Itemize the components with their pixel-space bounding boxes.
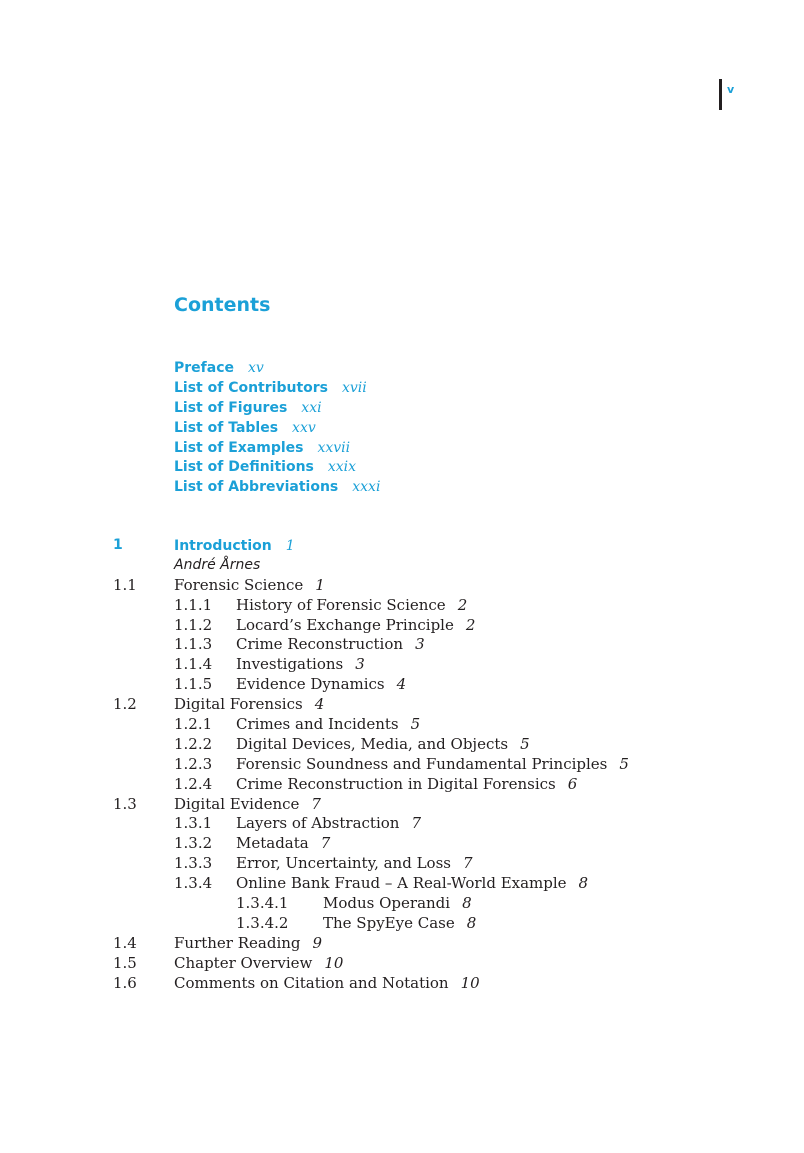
toc-entry-number: 1.5: [113, 953, 137, 972]
toc-entry-title: Chapter Overview: [174, 953, 313, 972]
toc-entry[interactable]: [0, 954, 804, 974]
toc-entry[interactable]: [0, 874, 804, 894]
toc-entry-title: Forensic Soundness and Fundamental Principles: [236, 754, 608, 773]
front-matter-label: Preface: [174, 360, 234, 376]
front-matter-page: xxi: [301, 399, 322, 416]
toc-entry[interactable]: [0, 596, 804, 616]
toc-entry-page: 7: [320, 834, 331, 853]
toc-entry-page: 3: [355, 655, 365, 674]
front-matter-list: [174, 357, 380, 496]
front-matter-label: List of Definitions: [174, 459, 314, 476]
toc-entry-title: Further Reading: [174, 933, 301, 952]
front-matter-page: xxix: [327, 459, 357, 476]
toc-entry-page: 7: [311, 794, 321, 813]
toc-entry-title: Metadata: [236, 834, 309, 853]
toc-entry-page: 1: [315, 575, 325, 594]
toc-entry-page: 2: [457, 595, 468, 614]
toc-entry-number: 1.3.4.2: [236, 913, 289, 932]
toc-entry-number: 1.3.4: [174, 874, 213, 893]
toc-entry[interactable]: [0, 914, 804, 934]
front-matter-item[interactable]: [174, 456, 380, 476]
toc-entry-page: 2: [465, 615, 476, 634]
chapter-author: André Årnes: [174, 556, 261, 573]
toc-entry-number: 1.2.2: [174, 734, 213, 753]
front-matter-item[interactable]: [174, 397, 380, 417]
front-matter-label: List of Figures: [174, 399, 288, 416]
toc-entry[interactable]: [0, 715, 804, 735]
toc-entry-title: Digital Devices, Media, and Objects: [236, 734, 509, 753]
toc-entry-number: 1.4: [113, 933, 137, 952]
toc-entry-number: 1.3.3: [174, 854, 213, 873]
toc-entry-title: Layers of Abstraction: [236, 814, 400, 833]
toc-entry-page: 4: [314, 695, 325, 714]
front-matter-page: xv: [248, 360, 264, 376]
front-matter-page: xxvii: [317, 439, 351, 456]
toc-entry-page: 10: [460, 973, 480, 992]
toc-entry-page: 8: [466, 913, 477, 932]
front-matter-label: List of Abbreviations: [174, 479, 339, 496]
toc-entry-page: 6: [567, 774, 578, 793]
contents-heading: Contents: [174, 294, 271, 316]
toc-entry-title: Modus Operandi: [323, 894, 451, 913]
toc-entry-number: 1.3: [113, 794, 137, 813]
toc-entry-page: 8: [462, 894, 472, 913]
chapter-number: 1: [113, 537, 123, 553]
toc-entry[interactable]: [0, 775, 804, 795]
toc-entry-page: 7: [411, 814, 421, 833]
toc-entry[interactable]: [0, 894, 804, 914]
toc-entry[interactable]: [0, 974, 804, 994]
toc-entry-number: 1.2.3: [174, 754, 213, 773]
toc-entry-page: 5: [619, 754, 629, 773]
toc-entry-number: 1.1.2: [174, 615, 213, 634]
toc-entry[interactable]: [0, 755, 804, 775]
section-entries: [0, 576, 804, 994]
front-matter-label: List of Tables: [174, 419, 279, 436]
front-matter-page: xxxi: [352, 479, 381, 496]
front-matter-label: List of Contributors: [174, 379, 328, 396]
toc-entry-number: 1.1: [113, 575, 137, 594]
toc-entry-number: 1.1.1: [174, 595, 213, 614]
toc-entry[interactable]: [0, 655, 804, 675]
toc-entry-number: 1.2.4: [174, 774, 213, 793]
toc-entry-title: Online Bank Fraud – A Real-World Example: [236, 874, 567, 893]
toc-entry-number: 1.3.1: [174, 814, 213, 833]
toc-entry[interactable]: [0, 576, 804, 596]
toc-entry-number: 1.2: [113, 695, 137, 714]
toc-entry-title: Comments on Citation and Notation: [174, 973, 449, 992]
toc-entry-title: The SpyEye Case: [323, 913, 455, 932]
toc-entry-page: 10: [324, 953, 344, 972]
toc-entry[interactable]: [0, 695, 804, 715]
toc-entry-page: 5: [520, 734, 530, 753]
front-matter-item[interactable]: [174, 417, 380, 437]
toc-entry-title: Digital Evidence: [174, 794, 300, 813]
toc-entry-page: 4: [396, 675, 407, 694]
toc-entry-page: 9: [312, 933, 323, 952]
front-matter-page: xxv: [292, 419, 316, 436]
toc-entry-page: 3: [415, 635, 425, 654]
toc-entry-title: Forensic Science: [174, 575, 304, 594]
page-number: v: [727, 83, 735, 96]
toc-entry-page: 5: [410, 715, 421, 734]
toc-entry-title: Crime Reconstruction: [236, 635, 404, 654]
chapter-heading-row[interactable]: [0, 536, 804, 556]
toc-entry[interactable]: [0, 834, 804, 854]
toc-entry[interactable]: [0, 735, 804, 755]
toc-entry[interactable]: [0, 635, 804, 655]
toc-entry-title: Crime Reconstruction in Digital Forensics: [236, 774, 556, 793]
toc-entry[interactable]: [0, 795, 804, 815]
toc-entry-number: 1.3.2: [174, 834, 213, 853]
front-matter-item[interactable]: [174, 377, 380, 397]
chapter-1-section: [0, 536, 804, 993]
toc-entry-title: Error, Uncertainty, and Loss: [236, 854, 451, 873]
toc-entry-title: History of Forensic Science: [236, 595, 446, 614]
toc-entry-page: 8: [578, 874, 589, 893]
chapter-author-row: [0, 556, 804, 576]
toc-entry[interactable]: [0, 934, 804, 954]
front-matter-item[interactable]: [174, 476, 380, 496]
toc-entry-title: Locard’s Exchange Principle: [236, 615, 454, 634]
toc-entry[interactable]: [0, 675, 804, 695]
toc-entry-number: 1.6: [113, 973, 137, 992]
toc-entry-number: 1.1.4: [174, 655, 213, 674]
front-matter-item[interactable]: [174, 437, 380, 457]
front-matter-page: xvii: [342, 379, 367, 396]
toc-entry-page: 7: [462, 854, 473, 873]
toc-entry-title: Investigations: [236, 655, 344, 674]
toc-entry-title: Evidence Dynamics: [236, 675, 385, 694]
toc-entry[interactable]: [0, 854, 804, 874]
toc-entry-number: 1.2.1: [174, 715, 213, 734]
page-marker-bar: [719, 79, 722, 110]
toc-entry-number: 1.3.4.1: [236, 894, 289, 913]
front-matter-item[interactable]: [174, 357, 380, 377]
chapter-page: 1: [285, 538, 295, 554]
chapter-title: Introduction: [174, 538, 272, 554]
front-matter-label: List of Examples: [174, 439, 304, 456]
toc-entry-title: Digital Forensics: [174, 695, 303, 714]
toc-entry-title: Crimes and Incidents: [236, 715, 399, 734]
toc-entry-number: 1.1.3: [174, 635, 213, 654]
toc-entry-number: 1.1.5: [174, 675, 213, 694]
toc-entry[interactable]: [0, 814, 804, 834]
toc-entry[interactable]: [0, 616, 804, 636]
